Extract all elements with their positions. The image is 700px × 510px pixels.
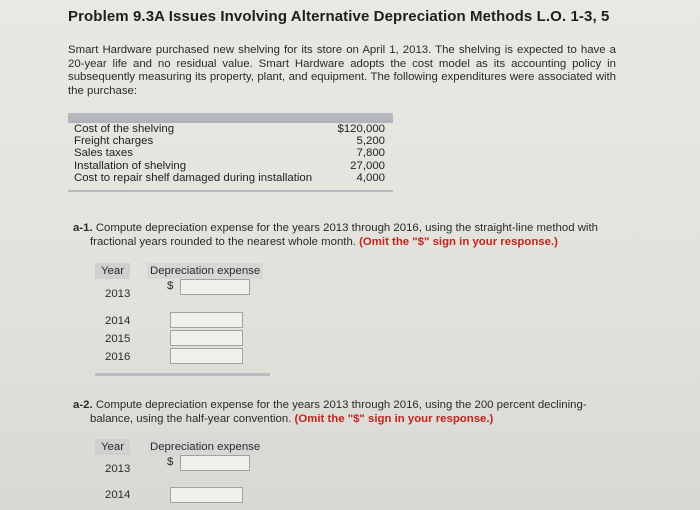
cost-amount: 27,000 [350, 159, 385, 172]
cost-label: Sales taxes [74, 147, 133, 160]
year-label: 2016 [105, 351, 131, 363]
depreciation-input-2015[interactable] [170, 330, 243, 346]
cost-amount: 5,200 [356, 135, 385, 148]
table-row [68, 172, 393, 191]
cost-label: Freight charges [74, 135, 154, 148]
table-row [68, 160, 393, 172]
cost-amount: 7,800 [356, 147, 385, 160]
year-label: 2015 [105, 333, 131, 345]
cost-label: Installation of shelving [74, 159, 187, 172]
table-divider [95, 373, 270, 376]
page-title: Problem 9.3A Issues Involving Alternative Depreciation Methods L.O. 1-3, 5 [68, 8, 610, 25]
question-number: a-1. [73, 222, 93, 234]
currency-symbol: $ [167, 280, 174, 292]
cost-amount: $120,000 [337, 123, 385, 135]
table-row [68, 147, 393, 159]
cost-label: Cost of the shelving [74, 123, 175, 135]
year-column-header: Year [95, 439, 130, 455]
depreciation-input-2014-ddb[interactable] [170, 487, 243, 503]
year-label: 2014 [105, 315, 131, 327]
currency-symbol: $ [167, 456, 174, 468]
question-a1 [73, 222, 621, 249]
cost-label: Cost to repair shelf damaged during installation [68, 172, 333, 191]
question-text: Compute depreciation expense for the years 2013 through 2016, using the 200 percent declining- [95, 399, 587, 411]
question-number: a-2. [73, 399, 93, 411]
omit-note: (Omit the "$" sign in your response.) [359, 235, 558, 248]
depreciation-input-2013[interactable] [180, 279, 250, 295]
expenditures-table [68, 113, 393, 192]
table-row [68, 135, 393, 147]
depreciation-column-header: Depreciation expense [147, 263, 263, 279]
question-text-cont: fractional years rounded to the nearest whole month. [90, 235, 356, 248]
question-a2 [73, 399, 621, 426]
depreciation-column-header: Depreciation expense [147, 439, 263, 455]
cost-amount: 4,000 [333, 172, 393, 191]
problem-intro: Smart Hardware purchased new shelving for its store on April 1, 2013. The shelving is expected to have a 20-year life and no residual value. Smart Hardware adopts the cost model as its accounting policy in subsequently measuring its property, plant, and equipment. The following expenditures were associated with the purchase: [68, 44, 616, 97]
omit-note: (Omit the "$" sign in your response.) [294, 412, 494, 425]
table-row [68, 123, 393, 135]
year-label: 2013 [105, 288, 131, 300]
depreciation-input-2013-ddb[interactable] [180, 455, 250, 471]
depreciation-input-2016[interactable] [170, 348, 243, 364]
year-column-header: Year [95, 263, 130, 279]
question-text: Compute depreciation expense for the years 2013 through 2016, using the straight-line method with [95, 222, 598, 234]
question-text-cont: balance, using the half-year convention. [90, 412, 292, 425]
table-header [68, 113, 393, 123]
depreciation-input-2014[interactable] [170, 312, 243, 328]
year-label: 2014 [105, 489, 131, 501]
year-label: 2013 [105, 463, 131, 475]
